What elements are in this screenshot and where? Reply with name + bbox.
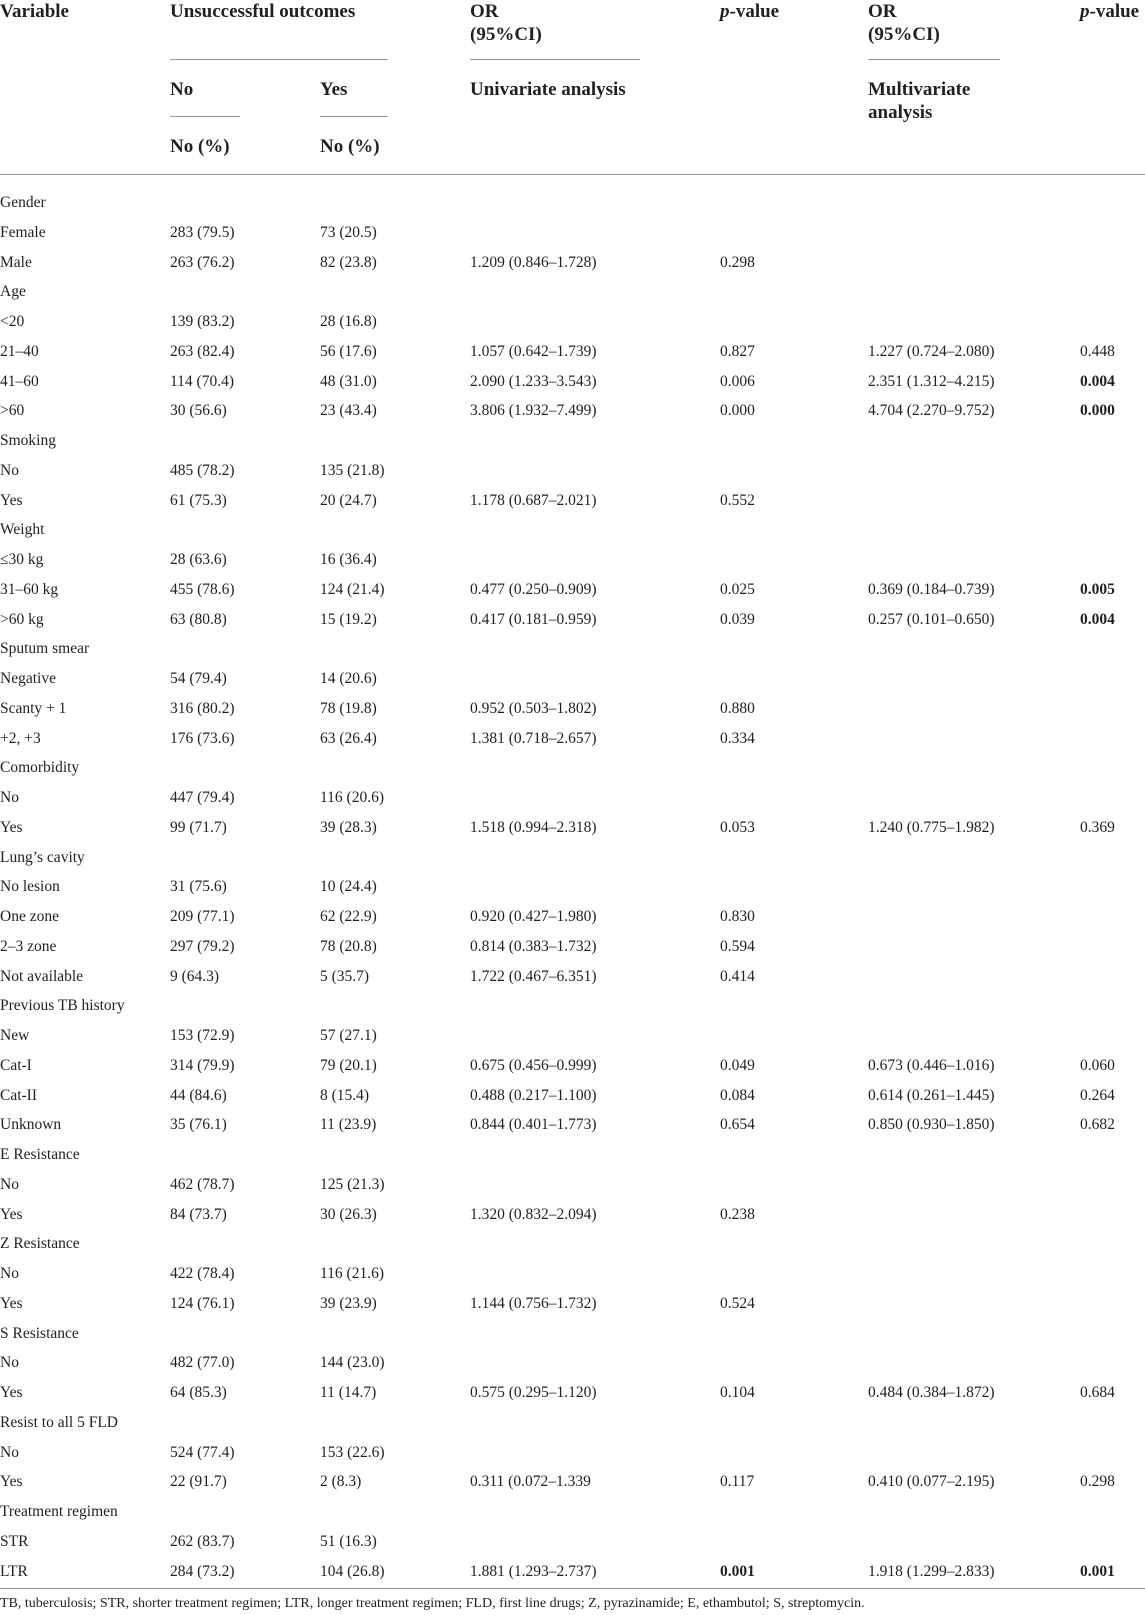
cell-no: 61 (75.3)	[170, 491, 227, 509]
cell-no: 263 (82.4)	[170, 342, 235, 360]
cell-no: 22 (91.7)	[170, 1473, 227, 1491]
cell-univariate-or: 1.144 (0.756–1.732)	[470, 1294, 597, 1312]
cell-multivariate-or: 0.484 (0.384–1.872)	[868, 1384, 995, 1401]
cell-yes: 144 (23.0)	[320, 1354, 385, 1372]
header-multivariate-analysis	[868, 78, 970, 124]
cell-univariate-or: 1.320 (0.832–2.094)	[470, 1205, 597, 1223]
cell-multivariate-or: 1.227 (0.724–2.080)	[868, 342, 995, 360]
cell-variable: Female	[0, 223, 46, 241]
cell-univariate-or: 0.311 (0.072–1.339	[470, 1473, 591, 1491]
cell-yes: 104 (26.8)	[320, 1562, 385, 1580]
cell-variable: No	[0, 1354, 19, 1372]
cell-no: 139 (83.2)	[170, 313, 235, 330]
cell-no: 422 (78.4)	[170, 1265, 235, 1282]
cell-multivariate-p: 0.000	[1080, 402, 1115, 420]
cell-univariate-p: 0.084	[720, 1086, 755, 1104]
cell-univariate-p: 0.830	[720, 908, 755, 925]
cell-yes: 48 (31.0)	[320, 372, 377, 390]
cell-univariate-or: 1.209 (0.846–1.728)	[470, 253, 597, 271]
cell-variable: Sputum smear	[0, 640, 90, 658]
cell-yes: 16 (36.4)	[320, 551, 377, 568]
cell-yes: 73 (20.5)	[320, 223, 377, 241]
cell-no: 28 (63.6)	[170, 551, 227, 568]
cell-yes: 82 (23.8)	[320, 253, 377, 271]
cell-variable: No	[0, 461, 19, 479]
cell-univariate-p: 0.880	[720, 699, 755, 717]
cell-univariate-or: 0.575 (0.295–1.120)	[470, 1384, 597, 1401]
cell-variable: Yes	[0, 1473, 23, 1491]
cell-univariate-p: 0.006	[720, 372, 755, 390]
cell-no: 176 (73.6)	[170, 729, 235, 747]
cell-univariate-or: 1.057 (0.642–1.739)	[470, 342, 597, 360]
cell-variable: Resist to all 5 FLD	[0, 1413, 118, 1431]
cell-variable: One zone	[0, 908, 59, 925]
header-yes: Yes	[320, 79, 348, 100]
header-p-italic: p	[720, 1, 730, 22]
cell-no: 447 (79.4)	[170, 789, 235, 806]
cell-univariate-p: 0.827	[720, 342, 755, 360]
cell-variable: Male	[0, 253, 32, 271]
header-ci-label: (95%CI)	[470, 24, 542, 45]
cell-yes: 63 (26.4)	[320, 729, 377, 747]
cell-no: 124 (76.1)	[170, 1294, 235, 1312]
cell-univariate-or: 1.381 (0.718–2.657)	[470, 729, 597, 747]
cell-no: 462 (78.7)	[170, 1175, 235, 1193]
cell-univariate-p: 0.000	[720, 402, 755, 420]
cell-variable: 21–40	[0, 342, 39, 360]
cell-no: 30 (56.6)	[170, 402, 227, 420]
cell-no: 263 (76.2)	[170, 253, 235, 271]
header-or-multivariate	[868, 0, 940, 46]
cell-yes: 28 (16.8)	[320, 313, 377, 330]
cell-yes: 135 (21.8)	[320, 461, 385, 479]
cell-multivariate-p: 0.005	[1080, 580, 1115, 598]
cell-multivariate-or: 4.704 (2.270–9.752)	[868, 402, 995, 420]
cell-univariate-or: 1.881 (1.293–2.737)	[470, 1562, 597, 1580]
cell-yes: 79 (20.1)	[320, 1056, 377, 1074]
cell-variable: Previous TB history	[0, 997, 125, 1015]
cell-yes: 2 (8.3)	[320, 1473, 362, 1491]
cell-yes: 57 (27.1)	[320, 1027, 377, 1044]
cell-no: 84 (73.7)	[170, 1205, 227, 1223]
cell-univariate-or: 0.814 (0.383–1.732)	[470, 937, 597, 955]
cell-no: 482 (77.0)	[170, 1354, 235, 1372]
cell-variable: Treatment regimen	[0, 1503, 118, 1520]
cell-multivariate-p: 0.684	[1080, 1384, 1115, 1401]
cell-no: 283 (79.5)	[170, 223, 235, 241]
cell-yes: 125 (21.3)	[320, 1175, 385, 1193]
cell-no: 209 (77.1)	[170, 908, 235, 925]
header-p-value-multivariate	[1080, 0, 1139, 23]
cell-yes: 56 (17.6)	[320, 342, 377, 360]
cell-univariate-p: 0.117	[720, 1473, 755, 1491]
cell-no: 314 (79.9)	[170, 1056, 235, 1074]
cell-univariate-or: 1.178 (0.687–2.021)	[470, 491, 597, 509]
header-p-rest-2: -value	[1089, 1, 1140, 22]
rule-unsuccessful	[170, 59, 388, 60]
cell-yes: 11 (23.9)	[320, 1116, 377, 1134]
cell-multivariate-p: 0.264	[1080, 1086, 1115, 1104]
cell-variable: LTR	[0, 1562, 28, 1580]
footnote: TB, tuberculosis; STR, shorter treatment regimen; LTR, longer treatment regimen; FLD, first line drugs; Z, pyrazinamide; E, ethambutol; S, streptomycin.	[0, 1596, 865, 1611]
cell-multivariate-or: 0.614 (0.261–1.445)	[868, 1086, 995, 1104]
cell-variable: Lung’s cavity	[0, 848, 85, 866]
cell-variable: >60	[0, 402, 25, 420]
cell-multivariate-or: 0.257 (0.101–0.650)	[868, 610, 995, 628]
cell-no: 63 (80.8)	[170, 610, 227, 628]
header-no: No	[170, 79, 194, 100]
cell-yes: 116 (21.6)	[320, 1265, 384, 1282]
cell-yes: 124 (21.4)	[320, 580, 385, 598]
cell-no: 64 (85.3)	[170, 1384, 227, 1401]
cell-variable: Cat-I	[0, 1056, 32, 1074]
cell-variable: Yes	[0, 1294, 23, 1312]
cell-no: 54 (79.4)	[170, 670, 227, 687]
cell-no: 316 (80.2)	[170, 699, 235, 717]
cell-variable: No	[0, 789, 19, 806]
cell-multivariate-or: 1.240 (0.775–1.982)	[868, 818, 995, 836]
cell-yes: 30 (26.3)	[320, 1205, 377, 1223]
rule-or-univariate	[470, 59, 640, 60]
cell-multivariate-p: 0.369	[1080, 818, 1115, 836]
cell-variable: ≤30 kg	[0, 551, 44, 568]
cell-variable: Yes	[0, 1384, 23, 1401]
cell-no: 455 (78.6)	[170, 580, 235, 598]
cell-variable: New	[0, 1027, 30, 1044]
cell-multivariate-p: 0.001	[1080, 1562, 1115, 1580]
cell-univariate-p: 0.334	[720, 729, 755, 747]
cell-variable: Gender	[0, 194, 46, 211]
cell-univariate-p: 0.298	[720, 253, 755, 271]
cell-univariate-or: 2.090 (1.233–3.543)	[470, 372, 597, 390]
cell-variable: 31–60 kg	[0, 580, 59, 598]
cell-univariate-p: 0.524	[720, 1294, 755, 1312]
header-no-pct: No (%)	[170, 136, 230, 157]
table-bottom-rule	[0, 1588, 1145, 1589]
cell-univariate-or: 0.477 (0.250–0.909)	[470, 580, 597, 598]
cell-univariate-p: 0.594	[720, 937, 755, 955]
cell-variable: Negative	[0, 670, 56, 687]
cell-yes: 78 (20.8)	[320, 937, 377, 955]
cell-variable: Weight	[0, 521, 45, 539]
cell-univariate-p: 0.654	[720, 1116, 755, 1134]
cell-yes: 116 (20.6)	[320, 789, 384, 806]
cell-univariate-p: 0.238	[720, 1205, 755, 1223]
cell-variable: STR	[0, 1532, 29, 1550]
cell-univariate-p: 0.414	[720, 967, 755, 985]
cell-multivariate-or: 0.673 (0.446–1.016)	[868, 1056, 995, 1074]
header-ci-label-2: (95%CI)	[868, 24, 940, 45]
cell-univariate-or: 1.722 (0.467–6.351)	[470, 967, 597, 985]
cell-no: 262 (83.7)	[170, 1532, 235, 1550]
cell-univariate-or: 0.417 (0.181–0.959)	[470, 610, 597, 628]
cell-univariate-p: 0.001	[720, 1562, 755, 1580]
header-unsuccessful-outcomes: Unsuccessful outcomes	[170, 1, 356, 22]
cell-variable: <20	[0, 313, 25, 330]
cell-no: 153 (72.9)	[170, 1027, 235, 1044]
cell-no: 524 (77.4)	[170, 1443, 235, 1461]
cell-variable: E Resistance	[0, 1146, 80, 1163]
cell-univariate-p: 0.039	[720, 610, 755, 628]
header-or-label: OR	[470, 1, 499, 22]
cell-yes: 153 (22.6)	[320, 1443, 385, 1461]
cell-yes: 39 (23.9)	[320, 1294, 377, 1312]
cell-yes: 11 (14.7)	[320, 1384, 377, 1401]
cell-yes: 14 (20.6)	[320, 670, 377, 687]
cell-no: 485 (78.2)	[170, 461, 235, 479]
header-p-italic-2: p	[1080, 1, 1090, 22]
cell-variable: Age	[0, 283, 26, 301]
header-multivariate-line1: Multivariate	[868, 79, 971, 100]
cell-variable: 41–60	[0, 372, 39, 390]
cell-variable: Smoking	[0, 432, 56, 449]
header-or-univariate	[470, 0, 542, 46]
cell-univariate-or: 0.675 (0.456–0.999)	[470, 1056, 597, 1074]
rule-yes	[320, 116, 388, 117]
cell-univariate-or: 0.488 (0.217–1.100)	[470, 1086, 597, 1104]
header-yes-no-pct: No (%)	[320, 136, 380, 157]
cell-variable: Yes	[0, 818, 23, 836]
cell-univariate-or: 0.920 (0.427–1.980)	[470, 908, 597, 925]
header-p-value-univariate	[720, 0, 779, 23]
cell-no: 114 (70.4)	[170, 372, 234, 390]
cell-variable: No	[0, 1175, 19, 1193]
cell-no: 35 (76.1)	[170, 1116, 227, 1134]
cell-multivariate-p: 0.682	[1080, 1116, 1115, 1134]
cell-yes: 15 (19.2)	[320, 610, 377, 628]
cell-variable: Comorbidity	[0, 759, 80, 777]
cell-no: 99 (71.7)	[170, 818, 227, 836]
cell-variable: 2–3 zone	[0, 937, 57, 955]
cell-variable: Scanty + 1	[0, 699, 67, 717]
header-p-rest: -value	[729, 1, 780, 22]
cell-variable: Unknown	[0, 1116, 62, 1134]
cell-univariate-p: 0.552	[720, 491, 755, 509]
cell-variable: Yes	[0, 491, 23, 509]
cell-univariate-or: 0.844 (0.401–1.773)	[470, 1116, 597, 1134]
cell-multivariate-or: 0.369 (0.184–0.739)	[868, 580, 995, 598]
header-bottom-rule	[0, 174, 1145, 175]
cell-variable: Cat-II	[0, 1086, 38, 1104]
cell-yes: 5 (35.7)	[320, 967, 370, 985]
cell-yes: 20 (24.7)	[320, 491, 377, 509]
cell-no: 9 (64.3)	[170, 967, 220, 985]
header-or-label-2: OR	[868, 1, 897, 22]
cell-yes: 23 (43.4)	[320, 402, 377, 420]
cell-no: 284 (73.2)	[170, 1562, 235, 1580]
cell-variable: Not available	[0, 967, 84, 985]
rule-or-multivariate	[868, 59, 1000, 60]
cell-multivariate-p: 0.060	[1080, 1056, 1115, 1074]
cell-yes: 10 (24.4)	[320, 878, 377, 896]
cell-variable: Z Resistance	[0, 1235, 80, 1253]
cell-yes: 62 (22.9)	[320, 908, 377, 925]
cell-multivariate-p: 0.448	[1080, 342, 1115, 360]
cell-no: 44 (84.6)	[170, 1086, 227, 1104]
cell-variable: No	[0, 1265, 19, 1282]
cell-no: 297 (79.2)	[170, 937, 235, 955]
cell-variable: >60 kg	[0, 610, 44, 628]
cell-variable: S Resistance	[0, 1324, 79, 1342]
cell-variable: No lesion	[0, 878, 60, 896]
cell-yes: 8 (15.4)	[320, 1086, 370, 1104]
cell-univariate-p: 0.025	[720, 580, 755, 598]
cell-univariate-or: 0.952 (0.503–1.802)	[470, 699, 597, 717]
cell-multivariate-or: 1.918 (1.299–2.833)	[868, 1562, 995, 1580]
cell-variable: No	[0, 1443, 19, 1461]
cell-multivariate-p: 0.298	[1080, 1473, 1115, 1491]
cell-multivariate-or: 2.351 (1.312–4.215)	[868, 372, 995, 390]
rule-no	[170, 116, 240, 117]
cell-yes: 39 (28.3)	[320, 818, 377, 836]
cell-multivariate-or: 0.410 (0.077–2.195)	[868, 1473, 995, 1491]
cell-multivariate-p: 0.004	[1080, 610, 1115, 628]
cell-multivariate-or: 0.850 (0.930–1.850)	[868, 1116, 995, 1134]
cell-no: 31 (75.6)	[170, 878, 227, 896]
cell-univariate-or: 1.518 (0.994–2.318)	[470, 818, 597, 836]
cell-yes: 51 (16.3)	[320, 1532, 377, 1550]
header-univariate-analysis: Univariate analysis	[470, 79, 626, 100]
cell-univariate-p: 0.049	[720, 1056, 755, 1074]
cell-multivariate-p: 0.004	[1080, 372, 1115, 390]
cell-univariate-p: 0.104	[720, 1384, 755, 1401]
header-multivariate-line2: analysis	[868, 102, 933, 123]
cell-yes: 78 (19.8)	[320, 699, 377, 717]
cell-univariate-or: 3.806 (1.932–7.499)	[470, 402, 597, 420]
cell-variable: Yes	[0, 1205, 23, 1223]
header-variable: Variable	[0, 1, 69, 22]
cell-variable: +2, +3	[0, 729, 41, 747]
cell-univariate-p: 0.053	[720, 818, 755, 836]
